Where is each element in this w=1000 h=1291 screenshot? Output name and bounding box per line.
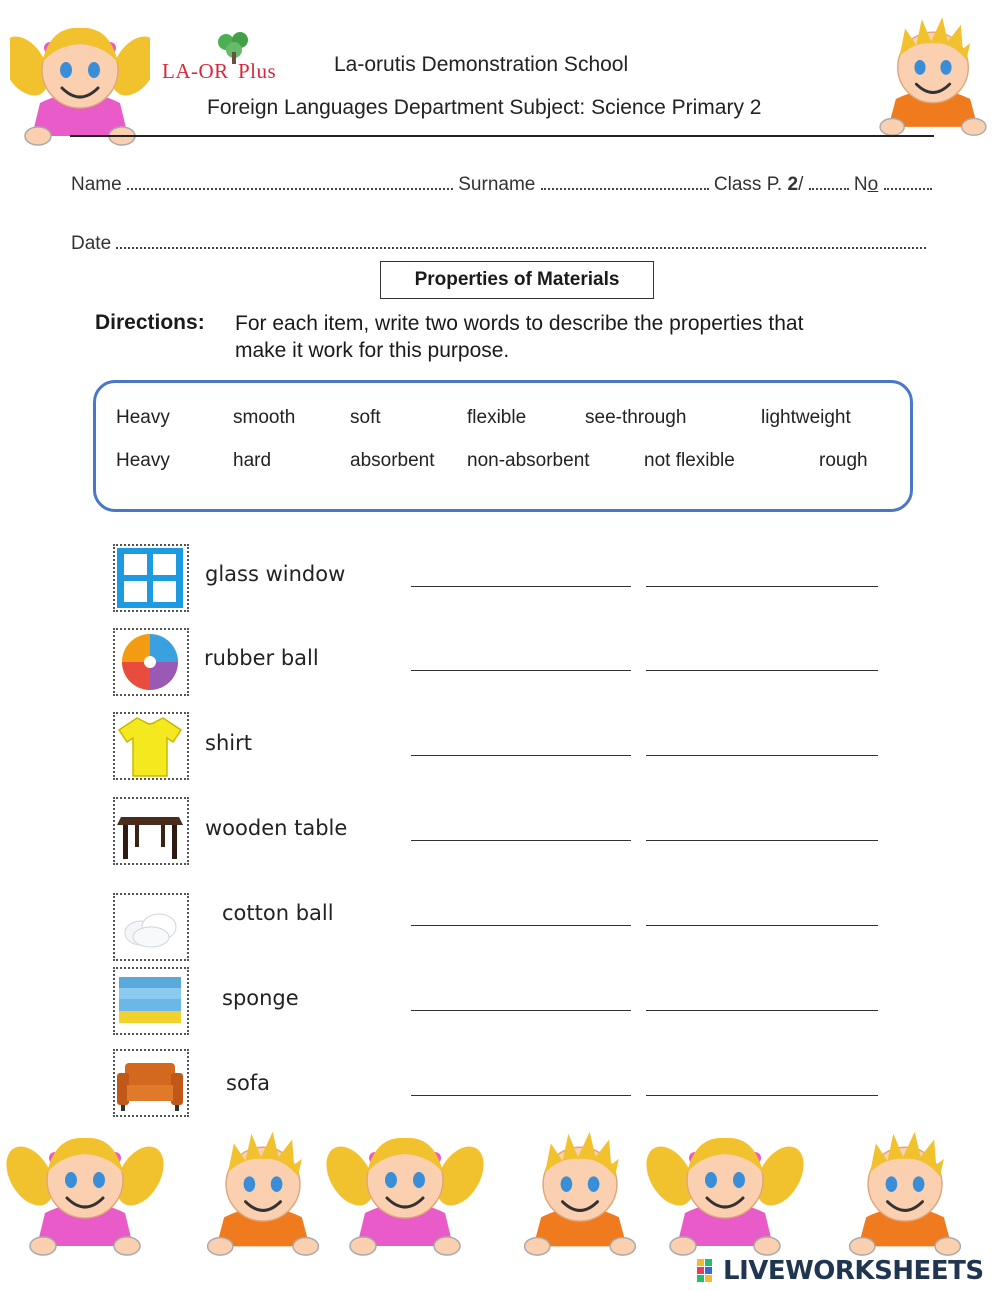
item-label: glass window	[205, 562, 346, 586]
liveworksheets-logo-icon	[697, 1259, 721, 1283]
answer-input-2[interactable]	[646, 729, 878, 756]
word-bank-word[interactable]: Heavy	[116, 450, 170, 471]
table-icon	[113, 797, 189, 865]
school-logo	[162, 32, 287, 92]
number-dots[interactable]	[809, 174, 849, 190]
date-label: Date	[71, 233, 112, 254]
word-bank-word[interactable]: flexible	[467, 407, 527, 428]
boy-character-icon	[505, 1122, 655, 1258]
directions-text	[235, 310, 803, 364]
word-bank-word[interactable]: absorbent	[350, 450, 435, 471]
word-bank-word[interactable]: soft	[350, 407, 381, 428]
item-label: wooden table	[205, 816, 348, 840]
answer-input-2[interactable]	[646, 644, 878, 671]
name-dots[interactable]	[127, 174, 453, 190]
directions-label: Directions:	[95, 311, 205, 334]
cotton-ball-icon	[113, 893, 189, 961]
directions-line-1: For each item, write two words to describe the properties that	[235, 312, 804, 335]
item-label: sofa	[226, 1071, 271, 1095]
brand-text: LIVEWORKSHEETS	[723, 1256, 984, 1286]
sofa-icon	[113, 1049, 189, 1117]
shirt-icon	[113, 712, 189, 780]
answer-input-2[interactable]	[646, 899, 878, 926]
word-bank-word[interactable]: lightweight	[761, 407, 851, 428]
boy-character-icon	[830, 1122, 980, 1258]
item-label: shirt	[205, 731, 252, 755]
answer-input-1[interactable]	[411, 899, 631, 926]
word-bank-box	[93, 380, 913, 512]
answer-input-2[interactable]	[646, 1069, 878, 1096]
sponge-icon	[113, 967, 189, 1035]
answer-input-1[interactable]	[411, 984, 631, 1011]
word-bank-word[interactable]: see-through	[585, 407, 687, 428]
answer-input-1[interactable]	[411, 644, 631, 671]
date-row	[71, 233, 926, 255]
department-line: Foreign Languages Department Subject: Science Primary 2	[207, 96, 762, 119]
class-slash: /	[798, 174, 804, 195]
boy-character-icon	[188, 1122, 338, 1258]
header-divider	[70, 135, 934, 137]
answer-input-1[interactable]	[411, 560, 631, 587]
number-label: No	[853, 174, 879, 195]
name-label: Name	[71, 174, 122, 195]
answer-input-2[interactable]	[646, 984, 878, 1011]
class-number: 2	[787, 174, 799, 195]
girl-character-icon	[10, 8, 150, 148]
item-label: rubber ball	[204, 646, 319, 670]
answer-input-2[interactable]	[646, 814, 878, 841]
logo-text: LA-OR	[162, 59, 229, 83]
answer-input-1[interactable]	[411, 1069, 631, 1096]
girl-character-icon	[320, 1118, 490, 1258]
girl-character-icon	[0, 1118, 170, 1258]
word-bank-word[interactable]: not flexible	[644, 450, 735, 471]
word-bank-word[interactable]: rough	[819, 450, 868, 471]
word-bank-word[interactable]: hard	[233, 450, 272, 471]
item-label: cotton ball	[222, 901, 334, 925]
girl-character-icon	[640, 1118, 810, 1258]
worksheet-title: Properties of Materials	[380, 261, 654, 299]
word-bank-word[interactable]: smooth	[233, 407, 296, 428]
school-name: La-orutis Demonstration School	[334, 53, 629, 76]
word-bank-word[interactable]: Heavy	[116, 407, 170, 428]
logo-plus-text: Plus	[238, 59, 277, 83]
directions-line-2: make it work for this purpose.	[235, 339, 510, 362]
word-bank-word[interactable]: non-absorbent	[467, 450, 590, 471]
answer-input-2[interactable]	[646, 560, 878, 587]
boy-character-icon	[868, 8, 998, 138]
name-row	[71, 174, 932, 196]
beach-ball-icon	[113, 628, 189, 696]
surname-dots[interactable]	[541, 174, 709, 190]
class-label: Class P.	[713, 174, 783, 195]
answer-input-1[interactable]	[411, 814, 631, 841]
surname-label: Surname	[458, 174, 536, 195]
number-dots-2[interactable]	[884, 174, 932, 190]
window-icon	[113, 544, 189, 612]
date-dots[interactable]	[116, 233, 926, 249]
item-label: sponge	[222, 986, 299, 1010]
answer-input-1[interactable]	[411, 729, 631, 756]
